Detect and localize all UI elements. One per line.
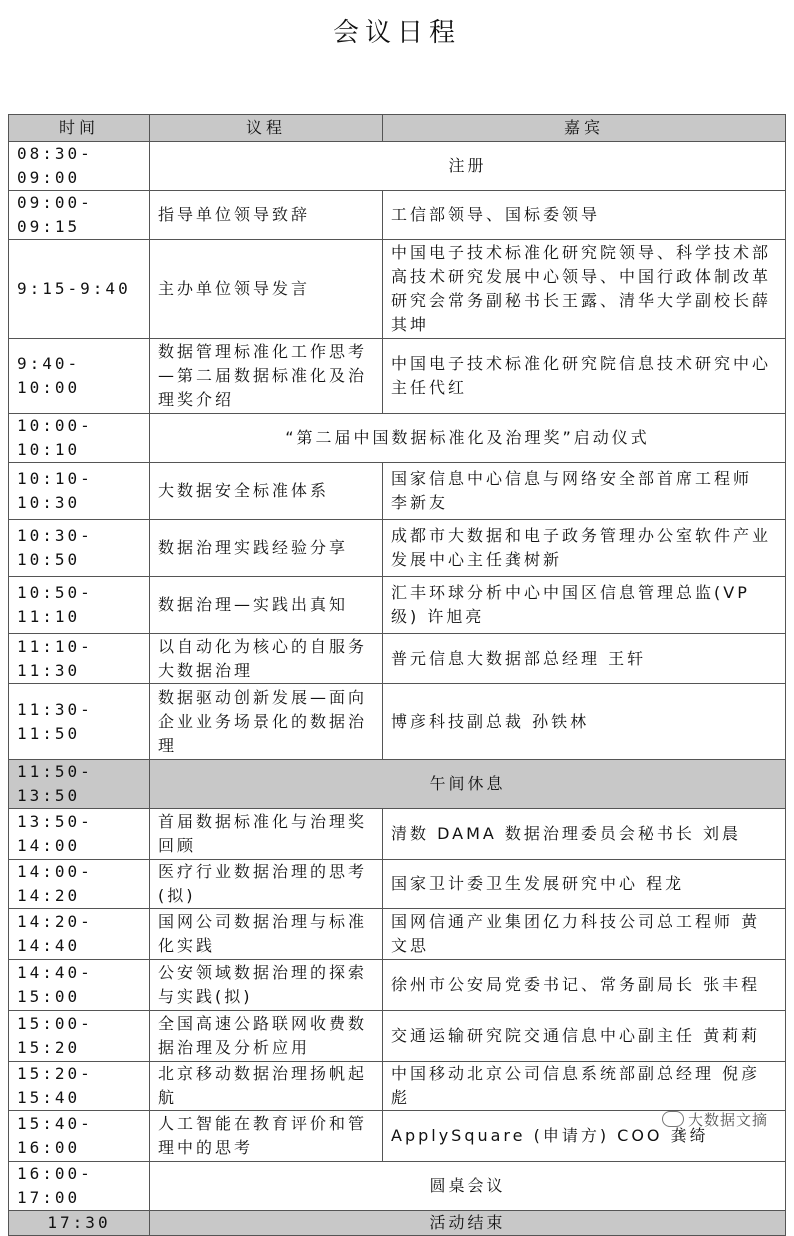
row-guest: 清数 DAMA 数据治理委员会秘书长 刘晨 xyxy=(383,809,786,860)
row-time: 14:40-15:00 xyxy=(9,960,150,1011)
table-row xyxy=(9,960,786,1011)
row-topic: 数据治理实践经验分享 xyxy=(150,520,383,577)
header-topic: 议程 xyxy=(150,115,383,142)
row-time: 9:40-10:00 xyxy=(9,339,150,414)
row-guest: ApplySquare (申请方) COO 龚绮 xyxy=(383,1111,786,1162)
table-header-row xyxy=(9,115,786,142)
row-time: 08:30-09:00 xyxy=(9,142,150,191)
row-time: 13:50-14:00 xyxy=(9,809,150,860)
row-event: 圆桌会议 xyxy=(150,1162,786,1211)
row-guest: 博彦科技副总裁 孙铁林 xyxy=(383,684,786,760)
row-topic: 国网公司数据治理与标准化实践 xyxy=(150,909,383,960)
row-time: 11:30-11:50 xyxy=(9,684,150,760)
table-row xyxy=(9,684,786,760)
row-topic: 数据治理—实践出真知 xyxy=(150,577,383,634)
watermark xyxy=(662,1109,768,1130)
row-time: 15:00-15:20 xyxy=(9,1011,150,1062)
table-row xyxy=(9,142,786,191)
row-guest: 中国移动北京公司信息系统部副总经理 倪彦彪 xyxy=(383,1062,786,1111)
row-time: 15:20-15:40 xyxy=(9,1062,150,1111)
row-guest: 成都市大数据和电子政务管理办公室软件产业发展中心主任龚树新 xyxy=(383,520,786,577)
table-row xyxy=(9,760,786,809)
row-topic: 以自动化为核心的自服务大数据治理 xyxy=(150,634,383,684)
row-time: 9:15-9:40 xyxy=(9,240,150,339)
table-row xyxy=(9,1011,786,1062)
row-topic: 数据管理标准化工作思考—第二届数据标准化及治理奖介绍 xyxy=(150,339,383,414)
row-topic: 人工智能在教育评价和管理中的思考 xyxy=(150,1111,383,1162)
row-time: 10:10-10:30 xyxy=(9,463,150,520)
row-guest: 工信部领导、国标委领导 xyxy=(383,191,786,240)
table-row xyxy=(9,809,786,860)
row-topic: 大数据安全标准体系 xyxy=(150,463,383,520)
row-topic: 首届数据标准化与治理奖回顾 xyxy=(150,809,383,860)
table-row xyxy=(9,240,786,339)
wechat-icon xyxy=(662,1111,684,1127)
row-time: 14:20-14:40 xyxy=(9,909,150,960)
row-event: 午间休息 xyxy=(150,760,786,809)
row-guest: 中国电子技术标准化研究院信息技术研究中心主任代红 xyxy=(383,339,786,414)
row-time: 11:50-13:50 xyxy=(9,760,150,809)
row-time: 14:00-14:20 xyxy=(9,860,150,909)
table-row xyxy=(9,634,786,684)
row-time: 16:00-17:00 xyxy=(9,1162,150,1211)
row-event: 注册 xyxy=(150,142,786,191)
row-topic: 数据驱动创新发展—面向企业业务场景化的数据治理 xyxy=(150,684,383,760)
row-guest: 普元信息大数据部总经理 王轩 xyxy=(383,634,786,684)
row-topic: 北京移动数据治理扬帆起航 xyxy=(150,1062,383,1111)
table-row xyxy=(9,860,786,909)
row-guest: 国网信通产业集团亿力科技公司总工程师 黄文思 xyxy=(383,909,786,960)
row-time: 10:50-11:10 xyxy=(9,577,150,634)
row-event: 活动结束 xyxy=(150,1211,786,1236)
row-time: 15:40-16:00 xyxy=(9,1111,150,1162)
table-row xyxy=(9,414,786,463)
header-time: 时间 xyxy=(9,115,150,142)
row-topic: 医疗行业数据治理的思考(拟) xyxy=(150,860,383,909)
row-guest: 汇丰环球分析中心中国区信息管理总监(VP级) 许旭亮 xyxy=(383,577,786,634)
row-guest: 徐州市公安局党委书记、常务副局长 张丰程 xyxy=(383,960,786,1011)
row-guest: 国家信息中心信息与网络安全部首席工程师 李新友 xyxy=(383,463,786,520)
table-row xyxy=(9,339,786,414)
row-time: 11:10-11:30 xyxy=(9,634,150,684)
row-time: 09:00-09:15 xyxy=(9,191,150,240)
row-time: 10:30-10:50 xyxy=(9,520,150,577)
row-guest: 交通运输研究院交通信息中心副主任 黄莉莉 xyxy=(383,1011,786,1062)
row-topic: 指导单位领导致辞 xyxy=(150,191,383,240)
table-row xyxy=(9,909,786,960)
table-row xyxy=(9,463,786,520)
header-guest: 嘉宾 xyxy=(383,115,786,142)
row-topic: 主办单位领导发言 xyxy=(150,240,383,339)
row-topic: 公安领域数据治理的探索与实践(拟) xyxy=(150,960,383,1011)
table-row xyxy=(9,1062,786,1111)
table-row xyxy=(9,577,786,634)
table-row xyxy=(9,520,786,577)
table-row xyxy=(9,1211,786,1236)
row-guest: 中国电子技术标准化研究院领导、科学技术部高技术研究发展中心领导、中国行政体制改革研究会常务副秘书长王露、清华大学副校长薛其坤 xyxy=(383,240,786,339)
row-topic: 全国高速公路联网收费数据治理及分析应用 xyxy=(150,1011,383,1062)
page-title: 会议日程 xyxy=(332,18,461,48)
agenda-table xyxy=(8,114,786,1236)
table-row xyxy=(9,191,786,240)
row-event: “第二届中国数据标准化及治理奖”启动仪式 xyxy=(150,414,786,463)
row-time: 10:00-10:10 xyxy=(9,414,150,463)
table-row xyxy=(9,1162,786,1211)
watermark-text: 大数据文摘 xyxy=(687,1111,768,1129)
row-guest: 国家卫计委卫生发展研究中心 程龙 xyxy=(383,860,786,909)
row-time: 17:30 xyxy=(9,1211,150,1236)
